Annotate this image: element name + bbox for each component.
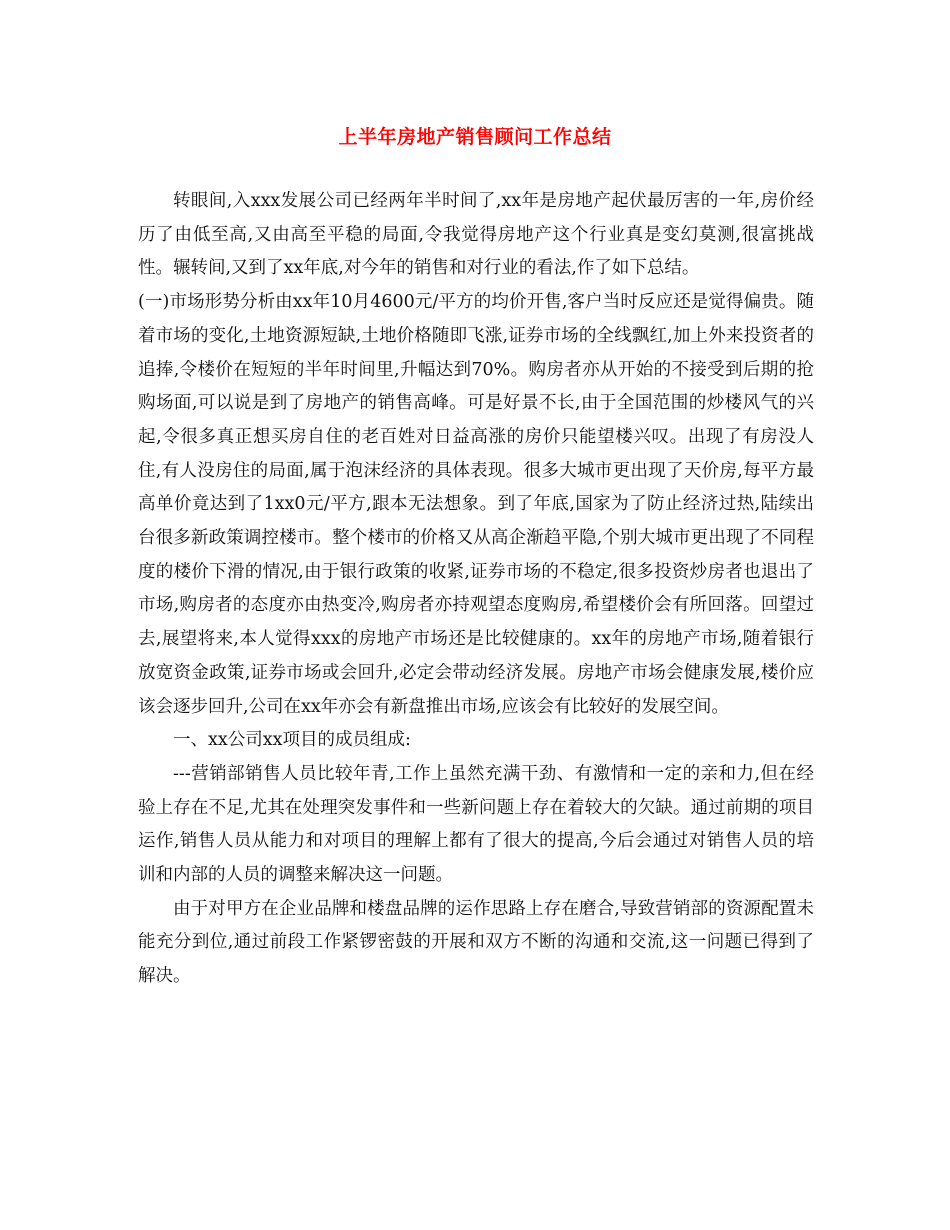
paragraph-resource-allocation: 由于对甲方在企业品牌和楼盘品牌的运作思路上存在磨合,导致营销部的资源配置未能充分到位,通过前段工作紧锣密鼓的开展和双方不断的沟通和交流,这一问题已得到了解决。 xyxy=(138,898,814,987)
paragraph-sales-staff: ---营销部销售人员比较年青,工作上虽然充满干劲、有激情和一定的亲和力,但在经验上存在不足,尤其在处理突发事件和一些新问题上存在着较大的欠缺。通过前期的项目运作,销售人员从能力和对项目的理解上都有了很大的提高,今后会通过对销售人员的培训和内部的人员的调整来解决这一问题。 xyxy=(138,763,814,886)
paragraph-intro: 转眼间,入xxx发展公司已经两年半时间了,xx年是房地产起伏最厉害的一年,房价经历了由低至高,又由高至平稳的局面,令我觉得房地产这个行业真是变幻莫测,很富挑战性。辗转间,又到了xx年底,对今年的销售和对行业的看法,作了如下总结。 xyxy=(138,191,814,279)
paragraph-team-heading: 一、xx公司xx项目的成员组成: xyxy=(173,730,411,751)
paragraph-market-analysis: (一)市场形势分析由xx年10月4600元/平方的均价开售,客户当时反应还是觉得偏贵。随着市场的变化,土地资源短缺,土地价格随即飞涨,证券市场的全线飘红,加上外来投资者的追捧,令楼价在短短的半年时间里,升幅达到70%。购房者亦从开始的不接受到后期的抢购场面,可以说是到了房地产的销售高峰。可是好景不长,由于全国范围的炒楼风气的兴起,令很多真正想买房自住的老百姓对日益高涨的房价只能望楼兴叹。出现了有房没人住,有人没房住的局面,属于泡沫经济的具体表现。很多大城市更出现了天价房,每平方最高单价竟达到了1xx0元/平方,跟本无法想象。到了年底,国家为了防止经济过热,陆续出台很多新政策调控楼市。整个楼市的价格又从高企渐趋平隐,个别大城市更出现了不同程度的楼价下滑的情况,由于银行政策的收紧,证券市场的不稳定,很多投资炒房者也退出了市场,购房者的态度亦由热变冷,购房者亦持观望态度购房,希望楼价会有所回落。回望过去,展望将来,本人觉得xxx的房地产市场还是比较健康的。xx年的房地产市场,随着银行放宽资金政策,证券市场或会回升,必定会带动经济发展。房地产市场会健康发展,楼价应该会逐步回升,公司在xx年亦会有新盘推出市场,应该会有比较好的发展空间。 xyxy=(138,292,814,717)
document-body xyxy=(138,185,814,994)
document-title: 上半年房地产销售顾问工作总结 xyxy=(338,126,612,148)
